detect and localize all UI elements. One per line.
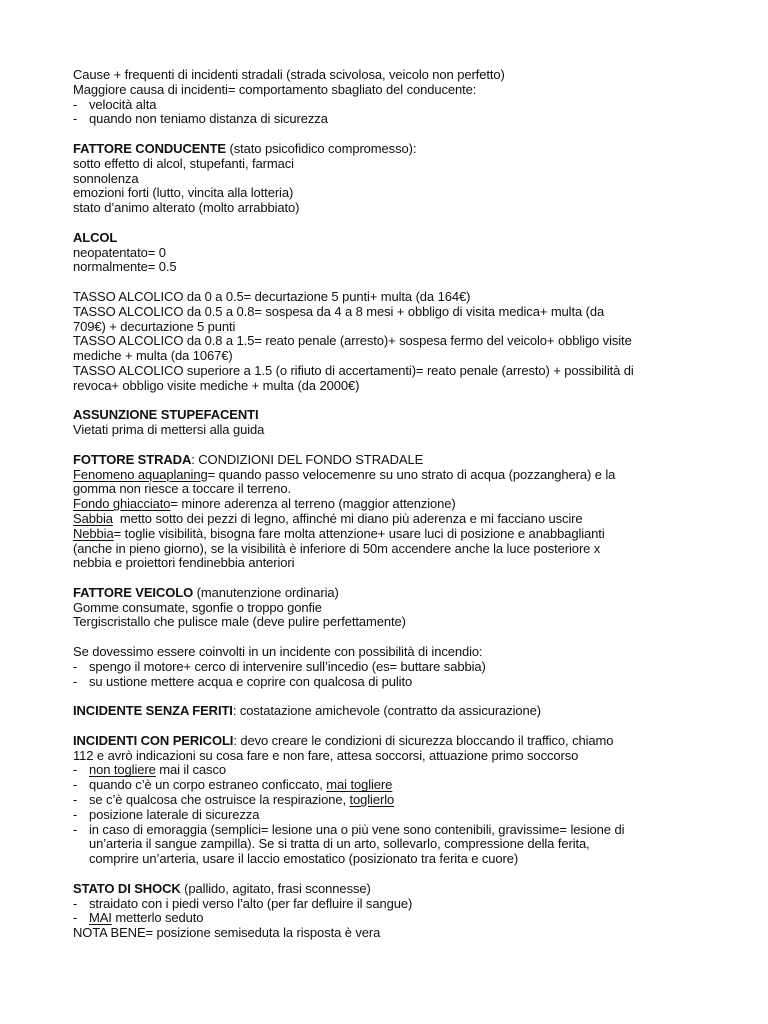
section-heading: ALCOL	[73, 229, 118, 245]
list-item: - non togliere mai il casco	[73, 762, 226, 778]
text-line: Vietati prima di mettersi alla guida	[73, 422, 265, 438]
list-item: - posizione laterale di sicurezza	[73, 806, 260, 822]
bullet-dash: -	[73, 673, 78, 689]
bullet-dash: -	[73, 777, 78, 793]
section-heading: FATTORE CONDUCENTE (stato psicofidico compromesso):	[73, 140, 417, 156]
text-line: Tergiscristallo che pulisce male (deve pulire perfettamente)	[73, 614, 406, 630]
list-item: - quando non teniamo distanza di sicurezza	[73, 111, 328, 127]
text-line: stato d’animo alterato (molto arrabbiato)	[73, 200, 300, 216]
text-line: TASSO ALCOLICO da 0.5 a 0.8= sospesa da 4 a 8 mesi + obbligo di visita medica+ multa (da	[73, 303, 605, 319]
underlined-term: Sabbia	[73, 510, 113, 526]
list-item: - su ustione mettere acqua e coprire con qualcosa di pulito	[73, 673, 413, 689]
text-line: revoca+ obbligo visite mediche + multa (da 2000€)	[73, 377, 360, 393]
text-line: TASSO ALCOLICO da 0.8 a 1.5= reato penale (arresto)+ sospesa fermo del veicolo+ obbligo visite	[73, 333, 632, 349]
list-item: - velocità alta	[73, 96, 157, 112]
bullet-dash: -	[73, 762, 78, 778]
document-body	[73, 68, 713, 941]
text-line: neopatentato= 0	[73, 244, 166, 260]
list-item: - spengo il motore+ cerco di intervenire sull’incedio (es= buttare sabbia)	[73, 658, 486, 674]
section-heading: FATTORE VEICOLO (manutenzione ordinaria)	[73, 584, 339, 600]
text-line: gomma non riesce a toccare il terreno.	[73, 481, 292, 497]
section-heading: ASSUNZIONE STUPEFACENTI	[73, 407, 259, 423]
bullet-dash: -	[73, 96, 78, 112]
underlined-term: Nebbia	[73, 525, 114, 541]
list-item: - se c’è qualcosa che ostruisce la respirazione, toglierlo	[73, 792, 395, 808]
text-line: 709€) + decurtazione 5 punti	[73, 318, 236, 334]
list-item: - MAI metterlo seduto	[73, 910, 204, 926]
list-item: - quando c’è un corpo estraneo conficcato, mai togliere	[73, 777, 393, 793]
intro-line: Maggiore causa di incidenti= comportamento sbagliato del conducente:	[73, 81, 477, 97]
bullet-dash: -	[73, 895, 78, 911]
text-line: sotto effetto di alcol, stupefanti, farmaci	[73, 155, 294, 171]
bullet-dash: -	[73, 806, 78, 822]
bullet-dash: -	[73, 792, 78, 808]
text-line: NOTA BENE= posizione semiseduta la risposta è vera	[73, 925, 381, 941]
section-heading: INCIDENTI CON PERICOLI: devo creare le condizioni di sicurezza bloccando il traffico, chiamo	[73, 732, 614, 748]
section-heading: STATO DI SHOCK (pallido, agitato, frasi sconnesse)	[73, 880, 371, 896]
text-line: TASSO ALCOLICO superiore a 1.5 (o rifiuto di accertamenti)= reato penale (arresto) + possibilità di	[73, 362, 634, 378]
text-line: normalmente= 0.5	[73, 259, 177, 275]
underlined-term: Fondo ghiacciato	[73, 496, 171, 512]
bullet-dash: -	[73, 658, 78, 674]
list-item-continuation: un’arteria il sangue zampilla). Se si tratta di un arto, sollevarlo, compressione della ferita,	[89, 836, 590, 852]
intro-line: Cause + frequenti di incidenti stradali (strada scivolosa, veicolo non perfetto)	[73, 67, 505, 82]
bullet-dash: -	[73, 910, 78, 926]
list-item: - in caso di emoraggia (semplici= lesione una o più vene sono contenibili, gravissime= lesione di	[73, 821, 625, 837]
bullet-dash: -	[73, 111, 78, 127]
text-line: Sabbia metto sotto dei pezzi di legno, affinché mi diano più aderenza e mi facciano uscire	[73, 510, 583, 526]
text-line: emozioni forti (lutto, vincita alla lotteria)	[73, 185, 294, 201]
text-line: Fondo ghiacciato= minore aderenza al terreno (maggior attenzione)	[73, 496, 456, 512]
text-line: (anche in pieno giorno), se la visibilità è inferiore di 50m accendere anche la luce posteriore x	[73, 540, 601, 556]
text-line: Gomme consumate, sgonfie o troppo gonfie	[73, 599, 322, 615]
list-item: - straidato con i piedi verso l’alto (per far defluire il sangue)	[73, 895, 413, 911]
text-line: sonnolenza	[73, 170, 139, 186]
text-line: mediche + multa (da 1067€)	[73, 348, 233, 364]
bullet-dash: -	[73, 821, 78, 837]
text-line: Fenomeno aquaplaning= quando passo velocemenre su uno strato di acqua (pozzanghera) e la	[73, 466, 616, 482]
text-line: nebbia e proiettori fendinebbia anteriori	[73, 555, 295, 571]
text-line: 112 e avrò indicazioni su cosa fare e non fare, attesa soccorsi, attuazione primo soccorso	[73, 747, 579, 763]
text-line: TASSO ALCOLICO da 0 a 0.5= decurtazione 5 punti+ multa (da 164€)	[73, 288, 471, 304]
list-item-continuation: comprire un’arteria, usare il laccio emostatico (posizionato tra ferita e cuore)	[89, 851, 519, 867]
underlined-term: Fenomeno aquaplaning	[73, 466, 208, 482]
section-heading: FOTTORE STRADA: CONDIZIONI DEL FONDO STRADALE	[73, 451, 424, 467]
text-line: Se dovessimo essere coinvolti in un incidente con possibilità di incendio:	[73, 644, 483, 660]
text-line: Nebbia= toglie visibilità, bisogna fare molta attenzione+ usare luci di posizione e anabbaglianti	[73, 525, 605, 541]
section-heading: INCIDENTE SENZA FERITI: costatazione amichevole (contratto da assicurazione)	[73, 703, 542, 719]
